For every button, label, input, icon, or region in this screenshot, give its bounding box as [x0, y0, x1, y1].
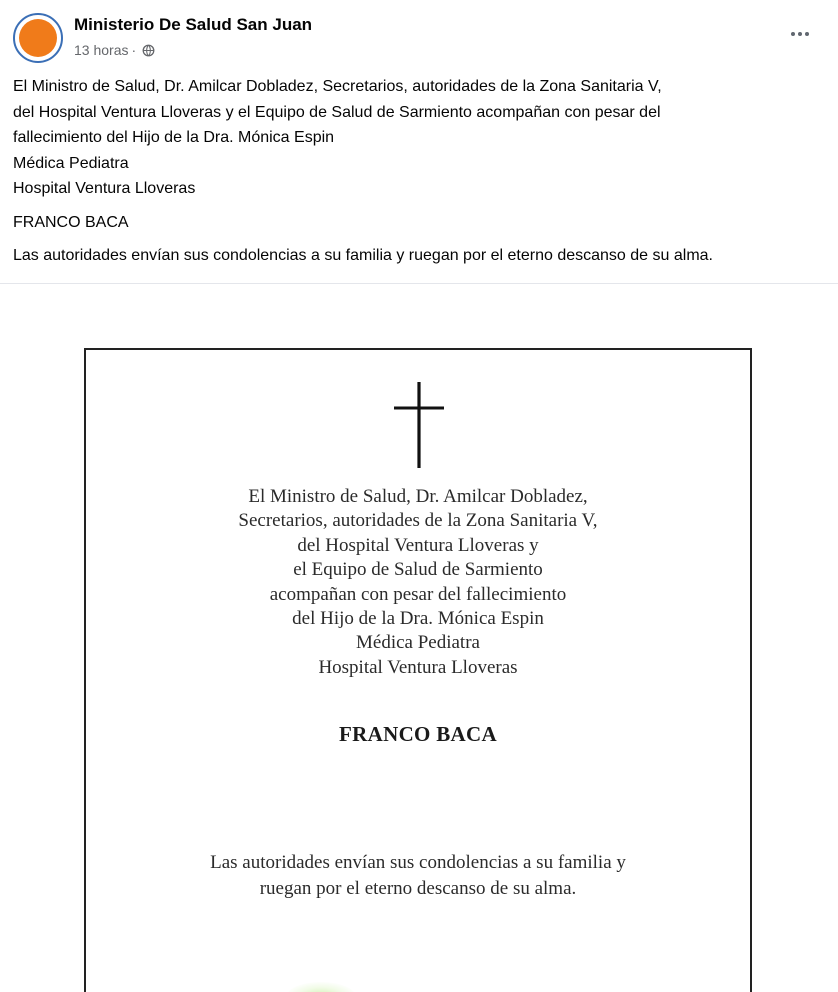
avatar-logo: [19, 19, 57, 57]
post-text-line: Médica Pediatra: [13, 154, 129, 172]
green-leaf-decoration: [286, 982, 356, 992]
card-line: acompañan con pesar del fallecimiento: [269, 583, 567, 605]
post-timestamp[interactable]: 13 horas: [74, 42, 129, 58]
more-dot: [798, 32, 802, 36]
more-dot: [791, 32, 795, 36]
post-header: [0, 0, 838, 70]
cross-icon: [392, 380, 446, 470]
page-name-link[interactable]: Ministerio De Salud San Juan: [74, 15, 313, 34]
post-text-line: El Ministro de Salud, Dr. Amilcar Dobladez, Secretarios, autoridades de la Zona Sanitaria V,: [13, 78, 662, 95]
condolence-image[interactable]: [84, 348, 752, 992]
card-deceased-name: FRANCO BACA: [339, 722, 497, 746]
card-line: El Ministro de Salud, Dr. Amilcar Dobladez,: [248, 486, 588, 507]
card-line: del Hospital Ventura Lloveras y: [297, 534, 539, 556]
card-closing-line: ruegan por el eterno descanso de su alma.: [259, 878, 577, 899]
post-text: [13, 74, 823, 269]
post-text-name: FRANCO BACA: [13, 213, 129, 231]
post-text-line: fallecimiento del Hijo de la Dra. Mónica Espin: [13, 129, 335, 146]
meta-separator: ·: [131, 42, 137, 58]
post-meta: [74, 42, 155, 58]
post-divider: [0, 283, 838, 284]
post-text-closing: Las autoridades envían sus condolencias a su familia y ruegan por el eterno descanso de su alma.: [13, 247, 713, 264]
card-line: del Hijo de la Dra. Mónica Espin: [292, 608, 544, 630]
post-text-line: del Hospital Ventura Lloveras y el Equipo de Salud de Sarmiento acompañan con pesar del: [13, 103, 661, 121]
card-line: Secretarios, autoridades de la Zona Sanitaria V,: [238, 510, 598, 532]
more-options-icon[interactable]: [786, 24, 814, 44]
card-message: [86, 485, 750, 680]
card-line: el Equipo de Salud de Sarmiento: [293, 559, 543, 581]
card-line: Hospital Ventura Lloveras: [318, 656, 518, 678]
card-closing: [86, 850, 750, 902]
globe-icon[interactable]: [142, 44, 155, 57]
card-closing-line: Las autoridades envían sus condolencias a su familia y: [210, 852, 626, 873]
page-avatar[interactable]: [13, 13, 63, 63]
more-dot: [805, 32, 809, 36]
post-text-line: Hospital Ventura Lloveras: [13, 180, 196, 197]
card-line: Médica Pediatra: [356, 632, 480, 654]
